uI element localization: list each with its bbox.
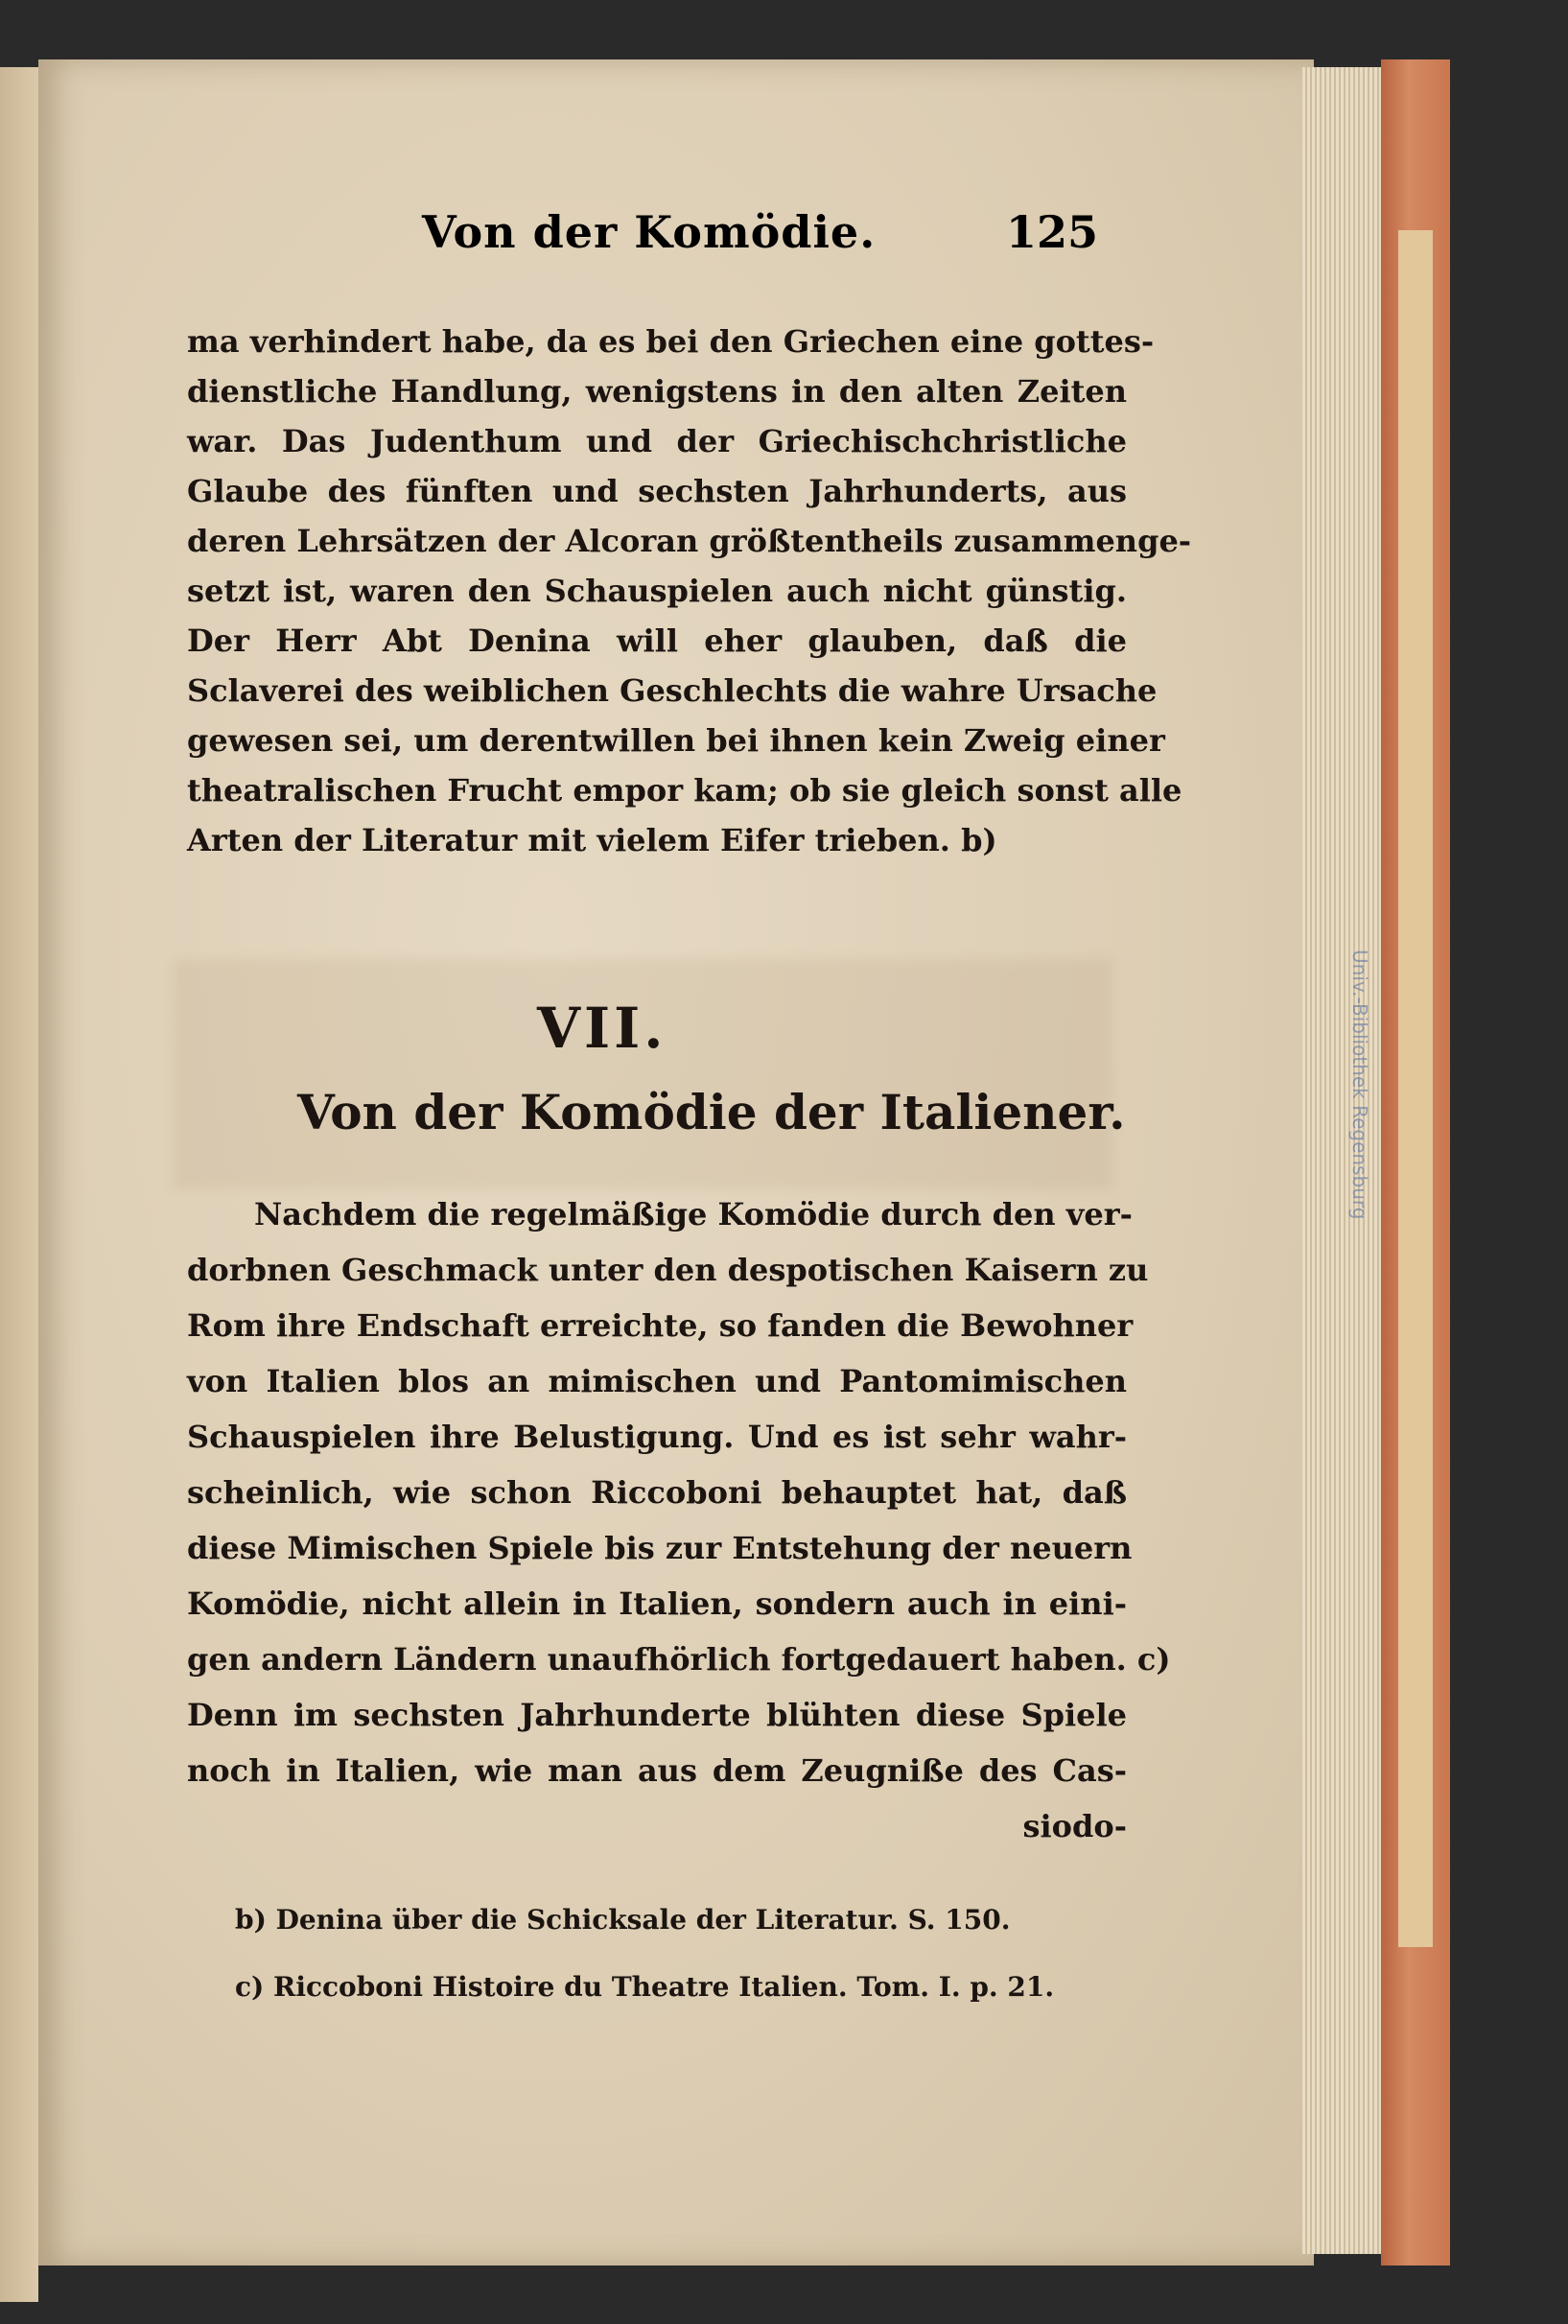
text-line: Der Herr Abt Denina will eher glauben, daß die — [187, 622, 1127, 659]
chapter-number: VII. — [537, 996, 667, 1061]
text-line: Denn im sechsten Jahrhunderte blühten diese Spiele — [187, 1697, 1127, 1733]
footnote-c: c) Riccoboni Histoire du Theatre Italien. Tom. I. p. 21. — [235, 1971, 1055, 2003]
text-line: Rom ihre Endschaft erreichte, so fanden die Bewohner — [187, 1307, 1134, 1344]
library-stamp: Univ.-Bibliothek Regensburg — [1348, 950, 1371, 1220]
text-line: Arten der Literatur mit vielem Eifer trieben. b) — [187, 822, 997, 858]
cover-inner-strip — [1398, 230, 1433, 1947]
text-line: Komödie, nicht allein in Italien, sondern auch in eini- — [187, 1585, 1127, 1622]
facing-page-edge — [0, 67, 38, 2302]
show-through-shadow — [173, 959, 1126, 1189]
text-line: gewesen sei, um derentwillen bei ihnen kein Zweig einer — [187, 722, 1165, 759]
text-line: setzt ist, waren den Schauspielen auch nicht günstig. — [187, 573, 1127, 609]
text-line: dorbnen Geschmack unter den despotischen Kaisern zu — [187, 1252, 1149, 1288]
chapter-title: Von der Komödie der Italiener. — [297, 1084, 1126, 1140]
text-line: Sclaverei des weiblichen Geschlechts die wahre Ursache — [187, 672, 1158, 709]
text-line: gen andern Ländern unaufhörlich fortgedauert haben. c) — [187, 1641, 1171, 1678]
text-line: theatralischen Frucht empor kam; ob sie gleich sonst alle — [187, 772, 1182, 809]
text-line: deren Lehrsätzen der Alcoran größtentheils zusammenge- — [187, 523, 1192, 559]
running-head — [235, 206, 1098, 273]
text-line: Nachdem die regelmäßige Komödie durch den ver- — [254, 1196, 1133, 1232]
page-number: 125 — [1005, 206, 1098, 258]
text-line: dienstliche Handlung, wenigstens in den alten Zeiten — [187, 373, 1127, 410]
text-line: noch in Italien, wie man aus dem Zeugniße des Cas- — [187, 1752, 1127, 1789]
text-line: diese Mimischen Spiele bis zur Entstehung der neuern — [187, 1530, 1133, 1566]
running-head-title: Von der Komödie. — [422, 206, 877, 258]
text-line: von Italien blos an mimischen und Pantomimischen — [187, 1363, 1127, 1399]
catchword: siodo- — [1022, 1808, 1127, 1844]
footnote-b: b) Denina über die Schicksale der Literatur. S. 150. — [235, 1904, 1011, 1936]
text-line: war. Das Judenthum und der Griechischchristliche — [187, 423, 1127, 459]
text-line: ma verhindert habe, da es bei den Griechen eine gottes- — [187, 323, 1155, 360]
text-line: Schauspielen ihre Belustigung. Und es ist sehr wahr- — [187, 1419, 1127, 1455]
text-line: scheinlich, wie schon Riccoboni behauptet hat, daß — [187, 1474, 1127, 1511]
text-line: Glaube des fünften und sechsten Jahrhunderts, aus — [187, 473, 1127, 509]
